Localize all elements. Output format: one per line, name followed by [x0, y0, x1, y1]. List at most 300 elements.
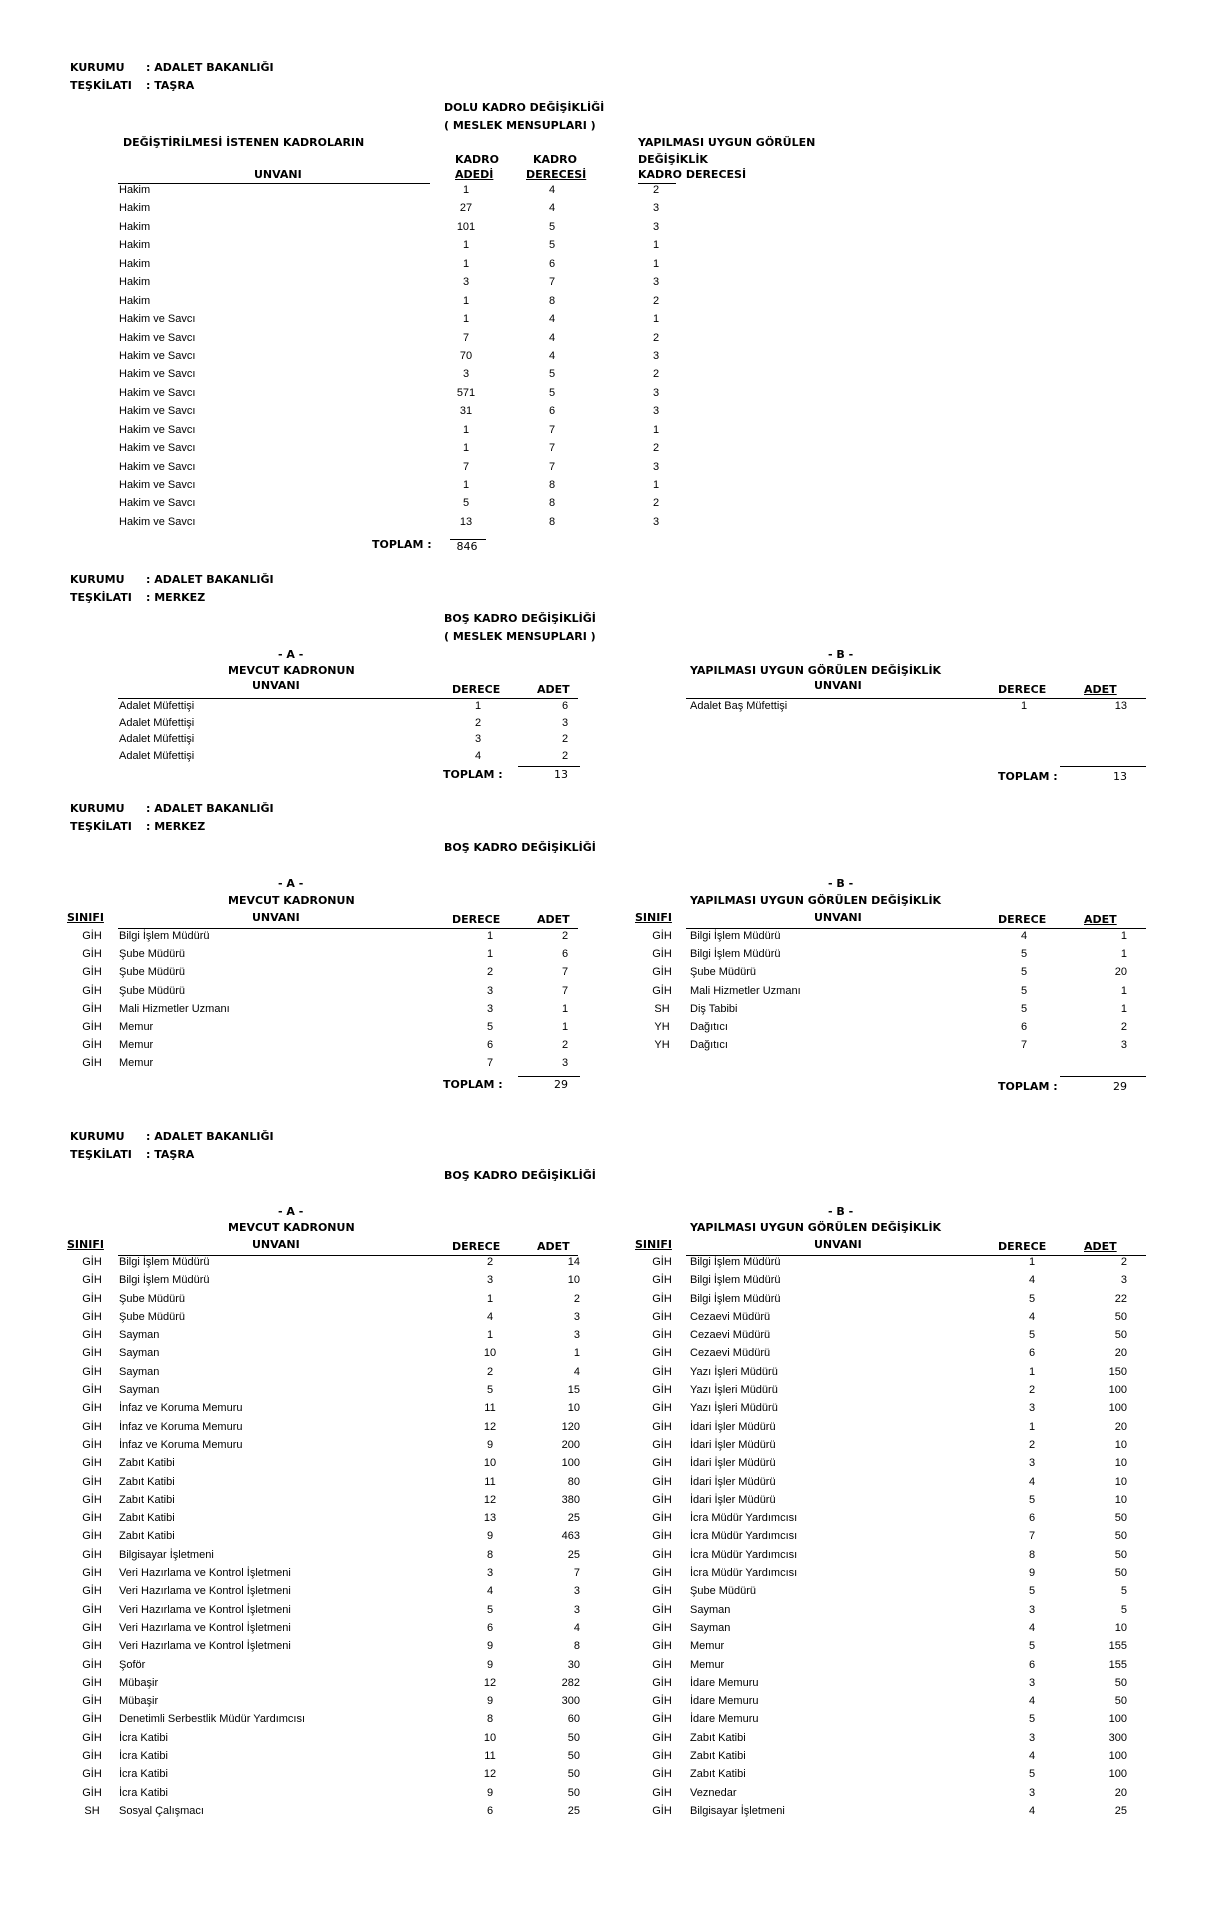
sinif-cell: GİH — [652, 1750, 672, 1763]
b-toplam-value: 29 — [1113, 1080, 1127, 1093]
table-row — [0, 184, 1223, 202]
unvan-cell: Şube Müdürü — [690, 966, 757, 979]
a-mark: - A - — [278, 648, 304, 661]
adet-cell: 1 — [1120, 930, 1127, 942]
derece-cell: 1 — [1028, 1256, 1036, 1268]
derece-cell: 8 — [1028, 1548, 1036, 1561]
adet-cell: 5 — [1120, 1585, 1127, 1598]
table-row — [0, 1677, 1223, 1695]
adet-cell: 3 — [573, 1585, 580, 1598]
derece-cell: 6 — [486, 1804, 494, 1817]
col-derece-label-2: DERECESİ — [526, 168, 587, 181]
sinif-cell: GİH — [82, 1039, 102, 1052]
adet-cell: 14 — [567, 1256, 580, 1268]
sinif-cell: GİH — [652, 1804, 672, 1817]
unvan-cell: Hakim — [119, 202, 151, 215]
derece-cell: 8 — [486, 1713, 494, 1726]
unvan-cell: Şube Müdürü — [690, 1585, 757, 1598]
b-header-rule — [686, 928, 1146, 929]
derece-cell: 3 — [486, 1274, 494, 1287]
derece-cell: 12 — [483, 1676, 497, 1689]
yeni-derece-cell: 1 — [652, 313, 660, 326]
unvan-cell: Veri Hazırlama ve Kontrol İşletmeni — [119, 1585, 291, 1598]
sinif-cell: GİH — [82, 1384, 102, 1397]
sinif-cell: GİH — [652, 1713, 672, 1726]
derece-cell: 5 — [1020, 948, 1028, 961]
a-heading-2: UNVANI — [252, 911, 300, 924]
table-row — [0, 1256, 1223, 1274]
sinif-cell: GİH — [652, 1420, 672, 1433]
adet-cell: 20 — [1114, 1420, 1127, 1433]
table-row — [0, 1057, 600, 1075]
b-col-adet: ADET — [1084, 913, 1117, 926]
table-row — [0, 405, 1223, 423]
a-mark: - A - — [278, 877, 304, 890]
adet-cell: 50 — [1114, 1329, 1127, 1342]
unvan-cell: Cezaevi Müdürü — [690, 1329, 771, 1342]
unvan-cell: Zabıt Katibi — [119, 1530, 175, 1543]
sinif-cell: GİH — [82, 1621, 102, 1634]
adet-cell: 300 — [1108, 1731, 1127, 1744]
toplam-value: 846 — [456, 540, 478, 553]
a-col-derece: DERECE — [452, 683, 501, 696]
adet-cell: 3 — [573, 1310, 580, 1323]
table-row — [0, 497, 1223, 515]
table-row — [0, 258, 1223, 276]
adet-cell: 2 — [573, 1292, 580, 1305]
unvan-cell: Bilgi İşlem Müdürü — [690, 930, 781, 942]
sinif-cell: GİH — [652, 1493, 672, 1506]
derece-cell: 2 — [486, 1256, 494, 1268]
unvan-cell: Adalet Müfettişi — [119, 749, 195, 762]
derece-cell: 3 — [474, 733, 482, 745]
table-row — [0, 1713, 1223, 1731]
yeni-derece-cell: 3 — [652, 405, 660, 418]
table-row — [0, 332, 1223, 350]
derece-cell: 12 — [483, 1420, 497, 1433]
unvan-cell: Memur — [690, 1658, 725, 1671]
unvan-cell: Bilgi İşlem Müdürü — [119, 1256, 210, 1268]
derece-cell: 9 — [486, 1658, 494, 1671]
adet-cell: 10 — [567, 1274, 580, 1287]
sinif-cell: GİH — [82, 1475, 102, 1488]
unvan-cell: İcra Müdür Yardımcısı — [690, 1530, 798, 1543]
derece-cell: 4 — [1028, 1750, 1036, 1763]
derece-cell: 4 — [1028, 1804, 1036, 1817]
yeni-derece-cell: 1 — [652, 479, 660, 491]
adet-cell: 463 — [561, 1530, 580, 1543]
derece-cell: 7 — [1020, 1039, 1028, 1052]
derece-cell: 5 — [1020, 1002, 1028, 1015]
derece-cell: 5 — [1020, 966, 1028, 979]
section-subtitle: ( MESLEK MENSUPLARI ) — [444, 630, 596, 643]
derece-cell: 3 — [1028, 1402, 1036, 1415]
adet-cell: 50 — [1114, 1676, 1127, 1689]
adet-cell: 7 — [561, 984, 569, 997]
unvan-cell: Zabıt Katibi — [690, 1768, 746, 1781]
table-row — [0, 442, 1223, 460]
sinif-cell: GİH — [82, 984, 102, 997]
adet-cell: 25 — [567, 1548, 580, 1561]
table-row — [0, 1604, 1223, 1622]
adet-cell: 100 — [1108, 1713, 1127, 1726]
a-heading-2: UNVANI — [252, 1238, 300, 1251]
unvan-cell: Adalet Baş Müfettişi — [690, 700, 788, 712]
adet-cell: 1 — [1120, 984, 1127, 997]
kurum-label: KURUMU — [70, 61, 125, 74]
b-total-rule — [1060, 766, 1146, 767]
unvan-cell: Dağıtıcı — [690, 1039, 728, 1052]
unvan-cell: Hakim ve Savcı — [119, 423, 196, 436]
table-row — [0, 276, 1223, 294]
yeni-derece-cell: 2 — [652, 331, 660, 344]
unvan-cell: Adalet Müfettişi — [119, 700, 195, 712]
kurum-label: KURUMU — [70, 1130, 125, 1143]
table-row — [0, 424, 1223, 442]
sinif-cell: GİH — [652, 948, 672, 961]
adet-cell: 6 — [561, 700, 569, 712]
adet-cell: 2 — [561, 1039, 569, 1052]
derece-cell: 4 — [1028, 1475, 1036, 1488]
derece-cell: 1 — [1028, 1365, 1036, 1378]
toplam-label: TOPLAM : — [372, 538, 432, 551]
sinif-cell: GİH — [82, 1457, 102, 1470]
derece-cell: 4 — [1028, 1274, 1036, 1287]
adet-cell: 100 — [1108, 1750, 1127, 1763]
b-col-derece: DERECE — [998, 1240, 1047, 1253]
sinif-cell: GİH — [652, 1695, 672, 1708]
b-mark: - B - — [828, 1205, 854, 1218]
sinif-cell: GİH — [652, 966, 672, 979]
adet-cell: 8 — [573, 1640, 580, 1653]
table-row — [0, 1311, 1223, 1329]
unvan-cell: Memur — [119, 1039, 154, 1052]
adet-cell: 155 — [1108, 1640, 1127, 1653]
kadro-derece-cell: 8 — [548, 479, 556, 491]
adet-cell: 6 — [561, 948, 569, 961]
adet-cell: 20 — [1114, 1786, 1127, 1799]
yeni-derece-cell: 3 — [652, 276, 660, 289]
b-heading-1: YAPILMASI UYGUN GÖRÜLEN DEĞİŞİKLİK — [690, 664, 942, 677]
yeni-derece-cell: 1 — [652, 257, 660, 270]
sinif-cell: GİH — [82, 1548, 102, 1561]
sinif-cell: SH — [654, 1002, 670, 1015]
adet-cell: 10 — [567, 1402, 580, 1415]
kadro-adedi-cell: 27 — [459, 202, 473, 215]
table-row — [0, 1329, 1223, 1347]
yeni-derece-cell: 2 — [652, 442, 660, 455]
derece-cell: 1 — [486, 1329, 494, 1342]
unvan-cell: Hakim ve Savcı — [119, 386, 196, 399]
unvan-cell: İdare Memuru — [690, 1713, 759, 1726]
table-row — [0, 966, 1223, 984]
unvan-cell: Hakim — [119, 239, 151, 252]
unvan-cell: Mali Hizmetler Uzmanı — [690, 984, 801, 997]
adet-cell: 50 — [1114, 1548, 1127, 1561]
kadro-adedi-cell: 70 — [459, 349, 473, 362]
kadro-derece-cell: 4 — [548, 184, 556, 196]
table-row — [0, 1274, 1223, 1292]
derece-cell: 9 — [1028, 1567, 1036, 1580]
derece-cell: 2 — [474, 716, 482, 729]
kadro-derece-cell: 7 — [548, 460, 556, 473]
kadro-adedi-cell: 1 — [462, 257, 470, 270]
table-row — [0, 1549, 1223, 1567]
derece-cell: 5 — [1028, 1585, 1036, 1598]
adet-cell: 200 — [561, 1438, 580, 1451]
unvan-cell: İnfaz ve Koruma Memuru — [119, 1438, 243, 1451]
a-col-sinif: SINIFI — [67, 1238, 104, 1251]
table-row — [0, 221, 1223, 239]
adet-cell: 10 — [1114, 1457, 1127, 1470]
b-col-derece: DERECE — [998, 683, 1047, 696]
table-row — [0, 985, 1223, 1003]
kadro-adedi-cell: 31 — [459, 405, 473, 418]
table-row — [0, 295, 1223, 313]
unvan-cell: Veri Hazırlama ve Kontrol İşletmeni — [119, 1567, 291, 1580]
sinif-cell: YH — [654, 1020, 670, 1033]
unvan-cell: Bilgi İşlem Müdürü — [690, 1274, 781, 1287]
kurum-value: : ADALET BAKANLIĞI — [146, 802, 274, 815]
unvan-cell: Hakim ve Savcı — [119, 405, 196, 418]
derece-cell: 4 — [1028, 1695, 1036, 1708]
sinif-cell: GİH — [652, 1274, 672, 1287]
derece-cell: 4 — [486, 1585, 494, 1598]
derece-cell: 1 — [1020, 700, 1028, 712]
unvan-cell: Şube Müdürü — [119, 966, 186, 979]
unvan-cell: Zabıt Katibi — [119, 1512, 175, 1525]
adet-cell: 50 — [1114, 1512, 1127, 1525]
derece-cell: 5 — [1028, 1640, 1036, 1653]
adet-cell: 3 — [561, 716, 569, 729]
table-row — [0, 1585, 1223, 1603]
derece-cell: 2 — [486, 1365, 494, 1378]
derece-cell: 6 — [1028, 1347, 1036, 1360]
sinif-cell: GİH — [652, 1475, 672, 1488]
table-row — [0, 700, 1223, 717]
adet-cell: 25 — [567, 1804, 580, 1817]
unvan-cell: Hakim ve Savcı — [119, 479, 196, 491]
kadro-adedi-cell: 1 — [462, 442, 470, 455]
kadro-derece-cell: 5 — [548, 239, 556, 252]
derece-cell: 2 — [1028, 1438, 1036, 1451]
table-row — [0, 1457, 1223, 1475]
teskilat-value: : MERKEZ — [146, 591, 206, 604]
unvan-cell: İcra Katibi — [119, 1786, 168, 1799]
sinif-cell: GİH — [82, 1002, 102, 1015]
derece-cell: 5 — [1028, 1329, 1036, 1342]
derece-cell: 6 — [486, 1039, 494, 1052]
adet-cell: 10 — [1114, 1493, 1127, 1506]
unvan-cell: Yazı İşleri Müdürü — [690, 1365, 778, 1378]
table-row — [0, 1640, 1223, 1658]
adet-cell: 3 — [561, 1057, 569, 1070]
kadro-derece-cell: 7 — [548, 276, 556, 289]
derece-cell: 13 — [483, 1512, 497, 1525]
adet-cell: 50 — [567, 1768, 580, 1781]
sinif-cell: GİH — [652, 1603, 672, 1616]
table-row — [0, 350, 1223, 368]
table-row — [0, 1402, 1223, 1420]
a-heading-1: MEVCUT KADRONUN — [228, 664, 355, 677]
unvan-cell: Bilgi İşlem Müdürü — [690, 1256, 781, 1268]
b-toplam-label: TOPLAM : — [998, 1080, 1058, 1093]
derece-cell: 5 — [1028, 1493, 1036, 1506]
derece-cell: 10 — [483, 1347, 497, 1360]
kadro-adedi-cell: 3 — [462, 368, 470, 381]
kadro-adedi-cell: 1 — [462, 479, 470, 491]
adet-cell: 3 — [1120, 1039, 1127, 1052]
sinif-cell: GİH — [82, 966, 102, 979]
adet-cell: 100 — [561, 1457, 580, 1470]
unvan-cell: Hakim — [119, 220, 151, 233]
sinif-cell: GİH — [652, 1365, 672, 1378]
sinif-cell: GİH — [652, 1530, 672, 1543]
sinif-cell: YH — [654, 1039, 670, 1052]
table-row — [0, 1567, 1223, 1585]
unvan-cell: Sayman — [690, 1603, 731, 1616]
table-row — [0, 516, 1223, 534]
a-toplam-label: TOPLAM : — [443, 1078, 503, 1091]
b-toplam-label: TOPLAM : — [998, 770, 1058, 783]
col-yeni-derece-header: KADRO DERECESİ — [638, 168, 747, 181]
unvan-cell: Hakim — [119, 294, 151, 307]
b-header-rule — [686, 698, 1146, 699]
teskilat-value: : MERKEZ — [146, 820, 206, 833]
table-row — [0, 930, 1223, 948]
yeni-derece-cell: 3 — [652, 349, 660, 362]
derece-cell: 8 — [486, 1548, 494, 1561]
a-toplam-label: TOPLAM : — [443, 768, 503, 781]
adet-cell: 50 — [1114, 1695, 1127, 1708]
table-row — [0, 313, 1223, 331]
kadro-derece-cell: 8 — [548, 294, 556, 307]
sinif-cell: GİH — [82, 1057, 102, 1070]
kurum-value: : ADALET BAKANLIĞI — [146, 1130, 274, 1143]
table-row — [0, 368, 1223, 386]
kurum-value: : ADALET BAKANLIĞI — [146, 61, 274, 74]
a-col-adet: ADET — [537, 683, 570, 696]
a-col-adet: ADET — [537, 913, 570, 926]
unvan-cell: Bilgi İşlem Müdürü — [690, 1292, 781, 1305]
kadro-adedi-cell: 13 — [459, 515, 473, 528]
sinif-cell: GİH — [652, 984, 672, 997]
derece-cell: 7 — [1028, 1530, 1036, 1543]
adet-cell: 2 — [561, 930, 569, 942]
derece-cell: 10 — [483, 1457, 497, 1470]
adet-cell: 3 — [573, 1603, 580, 1616]
kadro-adedi-cell: 7 — [462, 331, 470, 344]
unvan-cell: Cezaevi Müdürü — [690, 1347, 771, 1360]
unvan-cell: Memur — [119, 1020, 154, 1033]
kadro-adedi-cell: 1 — [462, 423, 470, 436]
unvan-cell: Şube Müdürü — [119, 1292, 186, 1305]
col-adet-label-1: KADRO — [455, 153, 499, 166]
unvan-cell: Bilgi İşlem Müdürü — [690, 948, 781, 961]
unvan-cell: Dağıtıcı — [690, 1020, 728, 1033]
teskilat-label: TEŞKİLATI — [70, 1148, 132, 1161]
table-row — [0, 1384, 1223, 1402]
kadro-adedi-cell: 7 — [462, 460, 470, 473]
adet-cell: 300 — [561, 1695, 580, 1708]
unvan-cell: İcra Müdür Yardımcısı — [690, 1567, 798, 1580]
adet-cell: 100 — [1108, 1402, 1127, 1415]
sinif-cell: GİH — [652, 1585, 672, 1598]
unvan-cell: İdari İşler Müdürü — [690, 1493, 776, 1506]
teskilat-label: TEŞKİLATI — [70, 820, 132, 833]
adet-cell: 50 — [1114, 1530, 1127, 1543]
unvan-cell: Sayman — [119, 1347, 160, 1360]
unvan-cell: İcra Müdür Yardımcısı — [690, 1548, 798, 1561]
b-col-adet: ADET — [1084, 683, 1117, 696]
yeni-derece-cell: 2 — [652, 368, 660, 381]
sinif-cell: GİH — [82, 1310, 102, 1323]
sinif-cell: GİH — [652, 930, 672, 942]
derece-cell: 6 — [486, 1621, 494, 1634]
derece-cell: 3 — [486, 1567, 494, 1580]
col-unvan-header: UNVANI — [254, 168, 302, 181]
table-row — [0, 1530, 1223, 1548]
sinif-cell: GİH — [82, 1493, 102, 1506]
kadro-derece-cell: 5 — [548, 220, 556, 233]
teskilat-value: : TAŞRA — [146, 1148, 195, 1161]
derece-cell: 9 — [486, 1640, 494, 1653]
a-col-sinif: SINIFI — [67, 911, 104, 924]
yeni-derece-cell: 3 — [652, 202, 660, 215]
adet-cell: 25 — [1114, 1804, 1127, 1817]
derece-cell: 3 — [1028, 1676, 1036, 1689]
b-col-sinif: SINIFI — [635, 911, 672, 924]
unvan-cell: Mübaşir — [119, 1676, 159, 1689]
yeni-derece-cell: 1 — [652, 423, 660, 436]
adet-cell: 50 — [1114, 1567, 1127, 1580]
unvan-cell: Hakim ve Savcı — [119, 515, 196, 528]
b-col-derece: DERECE — [998, 913, 1047, 926]
derece-cell: 4 — [486, 1310, 494, 1323]
adet-cell: 1 — [1120, 1002, 1127, 1015]
derece-cell: 2 — [1028, 1384, 1036, 1397]
adet-cell: 1 — [1120, 948, 1127, 961]
adet-cell: 50 — [567, 1731, 580, 1744]
adet-cell: 20 — [1114, 1347, 1127, 1360]
unvan-cell: Yazı İşleri Müdürü — [690, 1384, 778, 1397]
unvan-cell: Hakim ve Savcı — [119, 497, 196, 510]
adet-cell: 2 — [1120, 1256, 1127, 1268]
adet-cell: 13 — [1114, 700, 1127, 712]
kadro-adedi-cell: 1 — [462, 184, 470, 196]
sinif-cell: GİH — [652, 1658, 672, 1671]
adet-cell: 7 — [561, 966, 569, 979]
unvan-cell: Denetimli Serbestlik Müdür Yardımcısı — [119, 1713, 306, 1726]
sinif-cell: GİH — [82, 1567, 102, 1580]
unvan-cell: Hakim — [119, 184, 151, 196]
unvan-cell: İdari İşler Müdürü — [690, 1457, 776, 1470]
unvan-cell: İdari İşler Müdürü — [690, 1420, 776, 1433]
sinif-cell: GİH — [82, 1603, 102, 1616]
unvan-cell: İdare Memuru — [690, 1695, 759, 1708]
teskilat-label: TEŞKİLATI — [70, 79, 132, 92]
derece-cell: 4 — [1020, 930, 1028, 942]
unvan-cell: Bilgi İşlem Müdürü — [119, 1274, 210, 1287]
a-mark: - A - — [278, 1205, 304, 1218]
a-heading-2: UNVANI — [252, 679, 300, 692]
table-row — [0, 1293, 1223, 1311]
derece-cell: 11 — [484, 1402, 496, 1415]
sinif-cell: GİH — [82, 1347, 102, 1360]
derece-cell: 9 — [486, 1786, 494, 1799]
yeni-derece-cell: 3 — [652, 515, 660, 528]
teskilat-value: : TAŞRA — [146, 79, 195, 92]
